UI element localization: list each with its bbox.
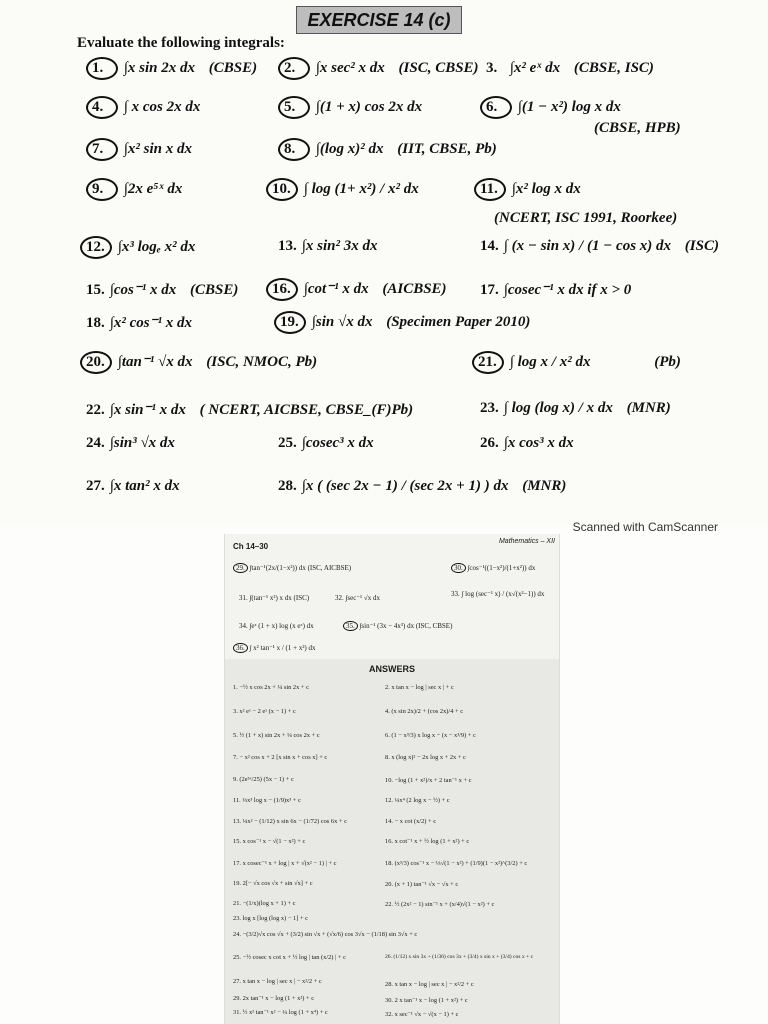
question-source: ( NCERT, AICBSE, CBSE_(F)Pb): [199, 402, 414, 418]
question-source: (CBSE): [208, 60, 258, 76]
answer-item: 30. 2 x tan⁻¹ x − log (1 + x²) + c: [385, 997, 468, 1004]
question-number: 35.: [343, 621, 358, 631]
question-expression: ∫x cos³ x dx: [503, 435, 574, 451]
answer-item: 3. x² eˣ − 2 eˣ (x − 1) + c: [233, 708, 296, 715]
question-number: 13.: [278, 238, 297, 254]
answers-title: ANSWERS: [368, 664, 415, 674]
question-expression: ∫(1 + x) cos 2x dx: [315, 99, 423, 115]
question-number: 1.: [86, 57, 118, 80]
answer-item: 5. ½ (1 + x) sin 2x + ¼ cos 2x + c: [233, 732, 320, 739]
question-12: [80, 236, 195, 259]
answer-item: 6. (1 − x³/3) x log x − (x − x³/9) + c: [385, 732, 476, 739]
answer-item: 24. −(3/2)√x cos √x + (3/2) sin √x + (√x/6) cos 3√x − (1/18) sin 3√x + c: [233, 931, 418, 938]
question-expression: ∫tan⁻¹(2x/(1−x²)) dx: [249, 564, 306, 572]
question-number: 26.: [480, 435, 499, 451]
question-source: (CBSE): [190, 282, 239, 298]
answer-item: 26. (1/12) x sin 3x + (1/36) cos 3x + (3/4) x sin x + (3/4) cos x + c: [385, 954, 534, 960]
question-number: 12.: [80, 236, 112, 259]
answer-item: 25. −½ cosec x cot x + ½ log | tan (x/2) | + c: [233, 954, 346, 961]
question-15: [86, 280, 238, 299]
question-expression: ∫cos⁻¹ x dx: [109, 282, 177, 298]
question-31: [239, 594, 309, 602]
question-expression: ∫x² log x dx: [511, 181, 581, 197]
question-number: 4.: [86, 96, 118, 119]
question-6-source: (CBSE, HPB): [594, 120, 681, 136]
question-5: [278, 96, 422, 119]
question-number: 8.: [278, 138, 310, 161]
answer-item: 10. −log (1 + x²)/x + 2 tan⁻¹ x + c: [385, 777, 472, 784]
question-number: 18.: [86, 315, 105, 331]
question-expression: ∫sin³ √x dx: [109, 435, 175, 451]
question-number: 15.: [86, 282, 105, 298]
question-expression: ∫2x e⁵ˣ dx: [123, 181, 183, 197]
question-35: [343, 622, 452, 630]
question-expression: ∫ log x / x² dx: [509, 354, 591, 370]
question-source: (ISC): [293, 594, 310, 602]
question-number: 6.: [480, 96, 512, 119]
question-number: 27.: [86, 478, 105, 494]
answer-item: 4. (x sin 2x)/2 + (cos 2x)/4 + c: [385, 708, 464, 715]
question-13: [278, 238, 377, 255]
question-26: [480, 435, 574, 452]
answer-item: 22. ½ (2x² − 1) sin⁻¹ x + (x/4)√(1 − x²) + c: [385, 901, 495, 908]
question-number: 33.: [451, 590, 460, 598]
question-source: (ISC, NMOC, Pb): [206, 354, 318, 370]
question-33: [451, 590, 544, 598]
question-expression: ∫x ( (sec 2x − 1) / (sec 2x + 1) ) dx: [301, 478, 509, 494]
question-expression: ∫ x cos 2x dx: [123, 99, 201, 115]
question-source: (AICBSE): [382, 281, 447, 297]
answer-item: 23. log x [log (log x) − 1] + c: [233, 915, 309, 922]
question-expression: ∫(log x)² dx: [315, 141, 384, 157]
answer-item: 8. x (log x)² − 2x log x + 2x + c: [385, 754, 466, 761]
question-34: [239, 622, 314, 630]
question-36: [233, 644, 316, 652]
question-expression: ∫x² sin x dx: [123, 141, 192, 157]
question-source: (Specimen Paper 2010): [386, 314, 531, 330]
question-expression: ∫sec⁻¹ √x dx: [345, 594, 380, 602]
question-source: (MNR): [522, 478, 567, 494]
question-expression: ∫ log (sec⁻¹ x) / (x√(x²−1)) dx: [461, 590, 545, 598]
answer-item: 15. x cos⁻¹ x − √(1 − x²) + c: [233, 838, 306, 845]
question-number: 5.: [278, 96, 310, 119]
answer-item: 27. x tan x − log | sec x | − x²/2 + c: [233, 978, 322, 985]
question-number: 11.: [474, 178, 506, 201]
answer-item: 2. x tan x − log | sec x | + c: [385, 684, 454, 691]
question-number: 24.: [86, 435, 105, 451]
exercise-title: EXERCISE 14 (c): [296, 6, 462, 34]
chapter-page-number: Ch 14–30: [233, 542, 269, 551]
question-source: (ISC, AICBSE): [307, 564, 352, 572]
answer-item: 16. x cot⁻¹ x + ½ log (1 + x²) + c: [385, 838, 470, 845]
question-source: (ISC): [684, 238, 719, 254]
question-number: 32.: [335, 594, 344, 602]
question-3: [486, 60, 654, 77]
question-expression: ∫ log (log x) / x dx: [503, 400, 613, 416]
instruction-text: Evaluate the following integrals:: [77, 35, 285, 51]
question-expression: ∫cosec⁻¹ x dx if x > 0: [503, 282, 632, 298]
question-expression: ∫ (x − sin x) / (1 − cos x) dx: [503, 238, 672, 254]
question-source: (ISC, CBSE): [398, 60, 479, 76]
question-expression: ∫x² eˣ dx: [509, 60, 561, 76]
question-expression: ∫x² cos⁻¹ x dx: [109, 315, 193, 331]
answer-item: 14. − x cot (x/2) + c: [385, 818, 437, 825]
question-number: 29.: [233, 563, 248, 573]
question-1: [86, 57, 257, 80]
question-expression: ∫ log (1+ x²) / x² dx: [303, 181, 419, 197]
question-source: (ISC, CBSE): [415, 622, 453, 630]
question-14: [480, 238, 719, 255]
question-28: [278, 478, 566, 495]
question-2: [278, 57, 479, 80]
question-18: [86, 313, 192, 332]
question-number: 19.: [274, 311, 306, 334]
question-expression: ∫(1 − x²) log x dx: [517, 99, 621, 115]
question-expression: ∫cosec³ x dx: [301, 435, 374, 451]
question-number: 34.: [239, 622, 248, 630]
question-20: [80, 351, 317, 374]
question-expression: ∫ x² tan⁻¹ x / (1 + x²) dx: [249, 644, 316, 652]
question-number: 9.: [86, 178, 118, 201]
question-4: [86, 96, 200, 119]
question-number: 20.: [80, 351, 112, 374]
question-expression: ∫cot⁻¹ x dx: [303, 281, 369, 297]
answer-item: 1. −½ x cos 2x + ¼ sin 2x + c: [233, 684, 309, 691]
question-expression: ∫x sec² x dx: [315, 60, 385, 76]
question-16: [266, 278, 447, 301]
question-expression: ∫tan⁻¹ √x dx: [117, 354, 193, 370]
answer-item: 29. 2x tan⁻¹ x − log (1 + x²) + c: [233, 995, 315, 1002]
answer-item: 9. (2e⁵ˣ/25) (5x − 1) + c: [233, 776, 294, 783]
answer-item: 28. x tan x − log | sec x | − x²/2 + c: [385, 981, 474, 988]
question-11-source: (NCERT, ISC 1991, Roorkee): [494, 210, 678, 226]
question-expression: ∫x tan² x dx: [109, 478, 180, 494]
question-27: [86, 478, 180, 495]
answer-item: 18. (x³/3) cos⁻¹ x − ⅓√(1 − x²) + (1/9)(1 − x²)^(3/2) + c: [385, 860, 528, 867]
question-6: [480, 96, 621, 119]
question-number: 25.: [278, 435, 297, 451]
answer-item: 19. 2[− √x cos √x + sin √x] + c: [233, 880, 313, 887]
question-10: [266, 178, 419, 201]
answer-item: 32. x sec⁻¹ √x − √(x − 1) + c: [385, 1011, 459, 1018]
question-number: 17.: [480, 282, 499, 298]
answer-item: 13. ¼x² − (1/12) x sin 6x − (1/72) cos 6x + c: [233, 818, 347, 825]
question-number: 31.: [239, 594, 248, 602]
question-number: 28.: [278, 478, 297, 494]
question-number: 36.: [233, 643, 248, 653]
question-expression: ∫x sin 2x dx: [123, 60, 195, 76]
question-expression: ∫sin √x dx: [311, 314, 373, 330]
answer-item: 20. (x + 1) tan⁻¹ √x − √x + c: [385, 881, 459, 888]
question-24: [86, 435, 175, 452]
question-number: 30.: [451, 563, 466, 573]
question-expression: ∫sin⁻¹ (3x − 4x³) dx: [359, 622, 415, 630]
question-21: [472, 351, 681, 374]
question-23: [480, 400, 671, 417]
question-25: [278, 435, 374, 452]
question-expression: ∫(tan⁻¹ x²) x dx: [249, 594, 292, 602]
textbook-page-photo: [224, 534, 560, 1024]
question-source: (CBSE, ISC): [573, 60, 654, 76]
question-32: [335, 594, 380, 602]
question-number: 14.: [480, 238, 499, 254]
question-expression: ∫x³ logₑ x² dx: [117, 239, 196, 255]
scanner-watermark: Scanned with CamScanner: [572, 520, 718, 534]
question-number: 2.: [278, 57, 310, 80]
question-source: (Pb): [654, 354, 681, 370]
answer-item: 7. − x² cos x + 2 [x sin x + cos x] + c: [233, 754, 328, 761]
question-11: [474, 178, 581, 201]
question-17: [480, 280, 631, 299]
question-number: 22.: [86, 402, 105, 418]
question-22: [86, 400, 413, 419]
answer-item: 11. ⅓x³ log x − (1/9)x³ + c: [233, 797, 301, 804]
question-source: (MNR): [626, 400, 671, 416]
question-8: [278, 138, 497, 161]
question-number: 10.: [266, 178, 298, 201]
question-number: 3.: [486, 60, 498, 76]
question-7: [86, 138, 192, 161]
question-29: [233, 564, 351, 572]
running-head: Mathematics – XII: [498, 538, 555, 545]
answer-item: 12. ¼x⁴ (2 log x − ½) + c: [385, 797, 450, 804]
question-number: 21.: [472, 351, 504, 374]
question-expression: ∫x sin⁻¹ x dx: [109, 402, 186, 418]
answer-item: 21. −(1/x)(log x + 1) + c: [233, 900, 296, 907]
question-number: 23.: [480, 400, 499, 416]
answer-item: 31. ½ x² tan⁻¹ x² − ¼ log (1 + x⁴) + c: [233, 1009, 328, 1016]
question-number: 7.: [86, 138, 118, 161]
question-expression: ∫x sin² 3x dx: [301, 238, 378, 254]
question-expression: ∫cos⁻¹((1−x²)/(1+x²)) dx: [467, 564, 536, 572]
question-19: [274, 311, 530, 334]
question-expression: ∫eˣ (1 + x) log (x eˣ) dx: [249, 622, 314, 630]
answer-item: 17. x cosec⁻¹ x + log | x + √(x² − 1) | + c: [233, 860, 337, 867]
question-30: [451, 564, 535, 572]
question-9: [86, 178, 182, 201]
question-source: (IIT, CBSE, Pb): [397, 141, 497, 157]
question-number: 16.: [266, 278, 298, 301]
